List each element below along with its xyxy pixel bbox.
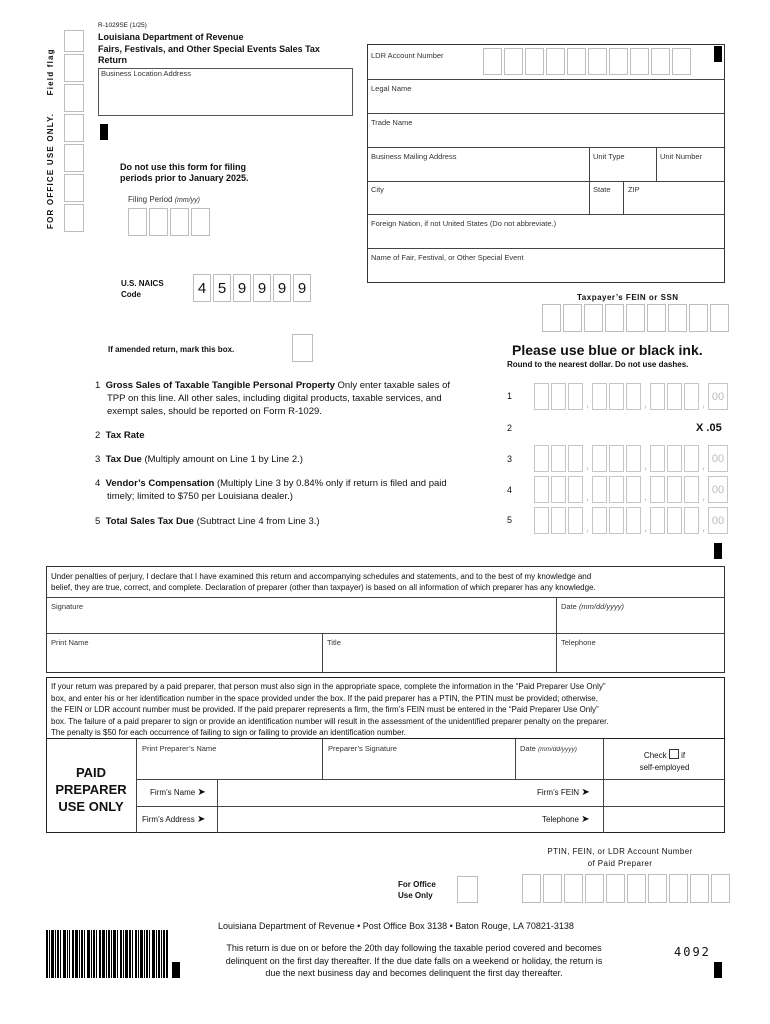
title-label: Title (327, 638, 341, 647)
dept-name: Louisiana Department of Revenue (98, 32, 244, 42)
line-2-description: 2 Tax Rate (95, 430, 145, 441)
firm-name-label: Firm’s Name ➤ (150, 787, 206, 798)
ink-note-sub: Round to the nearest dollar. Do not use dashes. (507, 360, 689, 369)
perjury-statement: Under penalties of perjury, I declare that I have examined this return and accompanying schedules and statements, and to the best of my knowledge and belief, they are true, correct, and complete. Declaration of preparer (other than taxpayer) is based on all information of which preparer has any knowledge. (51, 572, 596, 592)
line-3-number: 3 (507, 454, 513, 464)
line-1-amount[interactable]: , , , 00 (534, 383, 728, 410)
mailing-address-label: Business Mailing Address (371, 152, 457, 161)
office-use-text: FOR OFFICE USE ONLY. Field flag (46, 48, 55, 229)
ptin-boxes[interactable] (522, 874, 730, 903)
registration-mark (172, 962, 180, 978)
office-use-vertical-label (40, 30, 60, 235)
do-not-use-notice: Do not use this form for filing periods prior to January 2025. (120, 162, 249, 183)
line-1-description: 1 Gross Sales of Taxable Tangible Personal Property Only enter taxable sales of TPP on this line. All other sales, including digital products, taxable services, and exempt sales, should be reported on Form R-1029. (95, 380, 451, 417)
line-4-amount[interactable]: , , , 00 (534, 476, 728, 503)
preparer-print-name-label: Print Preparer’s Name (142, 744, 217, 753)
sign-date-label: Date (mm/dd/yyyy) (561, 602, 624, 611)
line-3-description: 3 Tax Due (Multiply amount on Line 1 by Line 2.) (95, 454, 303, 465)
trade-name-label: Trade Name (371, 118, 413, 127)
telephone-label: Telephone (561, 638, 596, 647)
form-title: Fairs, Festivals, and Other Special Events Sales Tax Return (98, 44, 320, 65)
unit-number-label: Unit Number (660, 152, 703, 161)
print-name-label: Print Name (51, 638, 89, 647)
taxpayer-fein-boxes[interactable] (542, 304, 729, 332)
line-2-number: 2 (507, 423, 513, 433)
line-1-number: 1 (507, 391, 513, 401)
naics-label: U.S. NAICS Code (121, 279, 164, 299)
form-id: R-1029SE (1/25) (98, 22, 147, 29)
registration-mark (100, 124, 108, 140)
taxpayer-fein-label: Taxpayer’s FEIN or SSN (577, 293, 679, 302)
zip-label: ZIP (628, 185, 640, 194)
paid-preparer-heading: PAID PREPARER USE ONLY (55, 765, 127, 814)
line-4-number: 4 (507, 485, 513, 495)
business-location-label: Business Location Address (101, 69, 192, 78)
preparer-date-label: Date (mm/dd/yyyy) (520, 744, 577, 753)
naics-digit: 4 (193, 274, 211, 302)
line-3-amount[interactable]: , , , 00 (534, 445, 728, 472)
line-5-number: 5 (507, 515, 513, 525)
naics-digit: 9 (253, 274, 271, 302)
due-date-notice: This return is due on or before the 20th day following the taxable period covered and becomes delinquent on the first day thereafter. If the due date falls on a weekend or holiday, the return is due the next business day and becomes delinquent the first day thereafter. (225, 943, 603, 978)
self-employed-label: Check if self-employed (639, 751, 690, 772)
ink-note-heading: Please use blue or black ink. (512, 342, 703, 358)
line-5-amount[interactable]: , , , 00 (534, 507, 728, 534)
filing-period-label: Filing Period (mm/yy) (128, 195, 200, 204)
event-name-label: Name of Fair, Festival, or Other Special Event (371, 253, 524, 262)
registration-mark (714, 543, 722, 559)
naics-code-boxes (193, 274, 311, 302)
ldr-account-label: LDR Account Number (371, 51, 444, 60)
ldr-account-boxes[interactable] (483, 48, 691, 75)
amended-label: If amended return, mark this box. (108, 345, 235, 354)
naics-digit: 9 (233, 274, 251, 302)
line-5-description: 5 Total Sales Tax Due (Subtract Line 4 from Line 3.) (95, 516, 320, 527)
registration-mark (714, 46, 722, 62)
office-boxes-strip (64, 30, 84, 235)
naics-digit: 9 (293, 274, 311, 302)
signature-field[interactable] (47, 612, 555, 632)
naics-digit: 9 (273, 274, 291, 302)
amended-checkbox[interactable] (292, 334, 313, 362)
preparer-telephone-label: Telephone ➤ (542, 814, 590, 825)
foreign-nation-label: Foreign Nation, if not United States (Do not abbreviate.) (371, 219, 557, 228)
naics-digit: 5 (213, 274, 231, 302)
firm-address-label: Firm’s Address ➤ (142, 814, 206, 825)
state-label: State (593, 185, 611, 194)
barcode-icon (46, 930, 168, 978)
filing-period-boxes[interactable] (128, 208, 210, 236)
tax-rate-value: X .05 (696, 422, 722, 434)
firm-fein-label: Firm’s FEIN ➤ (537, 787, 590, 798)
registration-mark (714, 962, 722, 978)
self-employed-checkbox[interactable] (669, 749, 679, 759)
office-use-box (457, 876, 478, 903)
preparer-signature-label: Preparer’s Signature (328, 744, 397, 753)
footer-address: Louisiana Department of Revenue • Post Office Box 3138 • Baton Rouge, LA 70821-3138 (218, 921, 574, 931)
legal-name-label: Legal Name (371, 84, 412, 93)
office-use-label: For Office Use Only (398, 880, 436, 900)
signature-label: Signature (51, 602, 84, 611)
ptin-label: PTIN, FEIN, or LDR Account Number of Paid Preparer (547, 847, 693, 868)
line-4-description: 4 Vendor’s Compensation (Multiply Line 3 by 0.84% only if return is filed and paid timely; limited to $750 per Louisiana dealer.) (95, 478, 447, 502)
preparer-notice: If your return was prepared by a paid preparer, that person must also sign in the appropriate space, complete the information in the “Paid Preparer Use Only” box, and enter his or her identification number in the space provided under the box. If the paid preparer has a PTIN, the PTIN must be provided; otherwise, the FEIN or LDR account number must be provided. If the paid preparer represents a firm, the firm’s FEIN must be entered in the “Paid Preparer Use Only” box. The failure of a paid preparer to sign or provide an identification number will result in the assessment of the unidentified preparer penalty on the preparer. The penalty is $50 for each occurrence of failing to sign or failing to provide an identification number. (51, 682, 609, 737)
form-code: 4092 (674, 945, 711, 959)
city-label: City (371, 185, 384, 194)
unit-type-label: Unit Type (593, 152, 625, 161)
